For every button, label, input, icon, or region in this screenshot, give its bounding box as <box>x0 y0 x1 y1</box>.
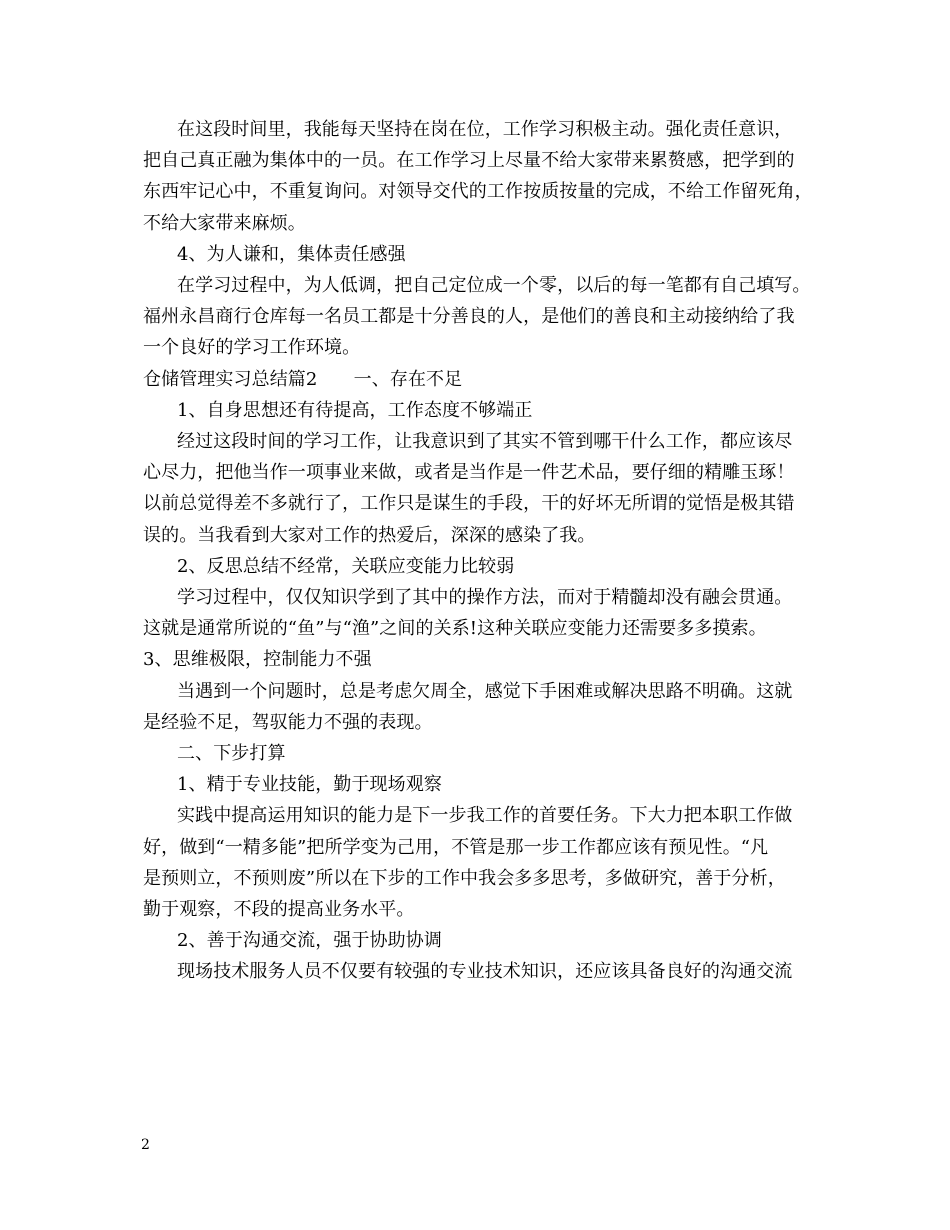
paragraph-line: 仓储管理实习总结篇2 一、存在不足 <box>143 369 463 390</box>
paragraph-line: 福州永昌商行仓库每一名员工都是十分善良的人，是他们的善良和主动接纳给了我 <box>143 306 795 327</box>
paragraph-line: 心尽力，把他当作一项事业来做，或者是当作是一件艺术品，要仔细的精雕玉琢！ <box>143 462 795 483</box>
paragraph-line: 在这段时间里，我能每天坚持在岗在位，工作学习积极主动。强化责任意识， <box>177 119 793 140</box>
page-number: 2 <box>141 1137 150 1153</box>
paragraph-line: 1、精于专业技能，勤于现场观察 <box>177 774 442 795</box>
paragraph-line: 是经验不足，驾驭能力不强的表现。 <box>143 712 433 733</box>
paragraph-line: 2、反思总结不经常，关联应变能力比较弱 <box>177 556 515 577</box>
paragraph-line: 勤于观察，不段的提高业务水平。 <box>143 899 415 920</box>
paragraph-line: 3、思维极限，控制能力不强 <box>143 649 372 670</box>
paragraph-line: 好，做到“一精多能”把所学变为己用，不管是那一步工作都应该有预见性。“凡 <box>143 837 769 858</box>
paragraph-line: 这就是通常所说的“鱼”与“渔”之间的关系!这种关联应变能力还需要多多摸索。 <box>143 618 767 639</box>
paragraph-line: 现场技术服务人员不仅要有较强的专业技术知识，还应该具备良好的沟通交流 <box>177 961 793 982</box>
paragraph-line: 把自己真正融为集体中的一员。在工作学习上尽量不给大家带来累赘感，把学到的 <box>143 150 795 171</box>
paragraph-line: 二、下步打算 <box>177 743 286 764</box>
paragraph-line: 当遇到一个问题时，总是考虑欠周全，感觉下手困难或解决思路不明确。这就 <box>177 681 793 702</box>
paragraph-line: 不给大家带来麻烦。 <box>143 213 306 234</box>
paragraph-line: 在学习过程中，为人低调，把自己定位成一个零，以后的每一笔都有自己填写。 <box>177 275 811 296</box>
paragraph-line: 东西牢记心中，不重复询问。对领导交代的工作按质按量的完成，不给工作留死角， <box>143 181 813 202</box>
paragraph-line: 学习过程中，仅仅知识学到了其中的操作方法，而对于精髓却没有融会贯通。 <box>177 587 793 608</box>
paragraph-line: 一个良好的学习工作环境。 <box>143 337 361 358</box>
paragraph-line: 4、为人谦和，集体责任感强 <box>177 244 406 265</box>
paragraph-line: 是预则立，不预则废”所以在下步的工作中我会多多思考，多做研究，善于分析， <box>143 868 786 889</box>
paragraph-line: 1、自身思想还有待提高，工作态度不够端正 <box>177 400 533 421</box>
paragraph-line: 经过这段时间的学习工作，让我意识到了其实不管到哪干什么工作，都应该尽 <box>177 431 793 452</box>
paragraph-line: 误的。当我看到大家对工作的热爱后，深深的感染了我。 <box>143 525 596 546</box>
paragraph-line: 以前总觉得差不多就行了，工作只是谋生的手段，干的好坏无所谓的觉悟是极其错 <box>143 493 795 514</box>
paragraph-line: 实践中提高运用知识的能力是下一步我工作的首要任务。下大力把本职工作做 <box>177 805 793 826</box>
paragraph-line: 2、善于沟通交流，强于协助协调 <box>177 930 442 951</box>
